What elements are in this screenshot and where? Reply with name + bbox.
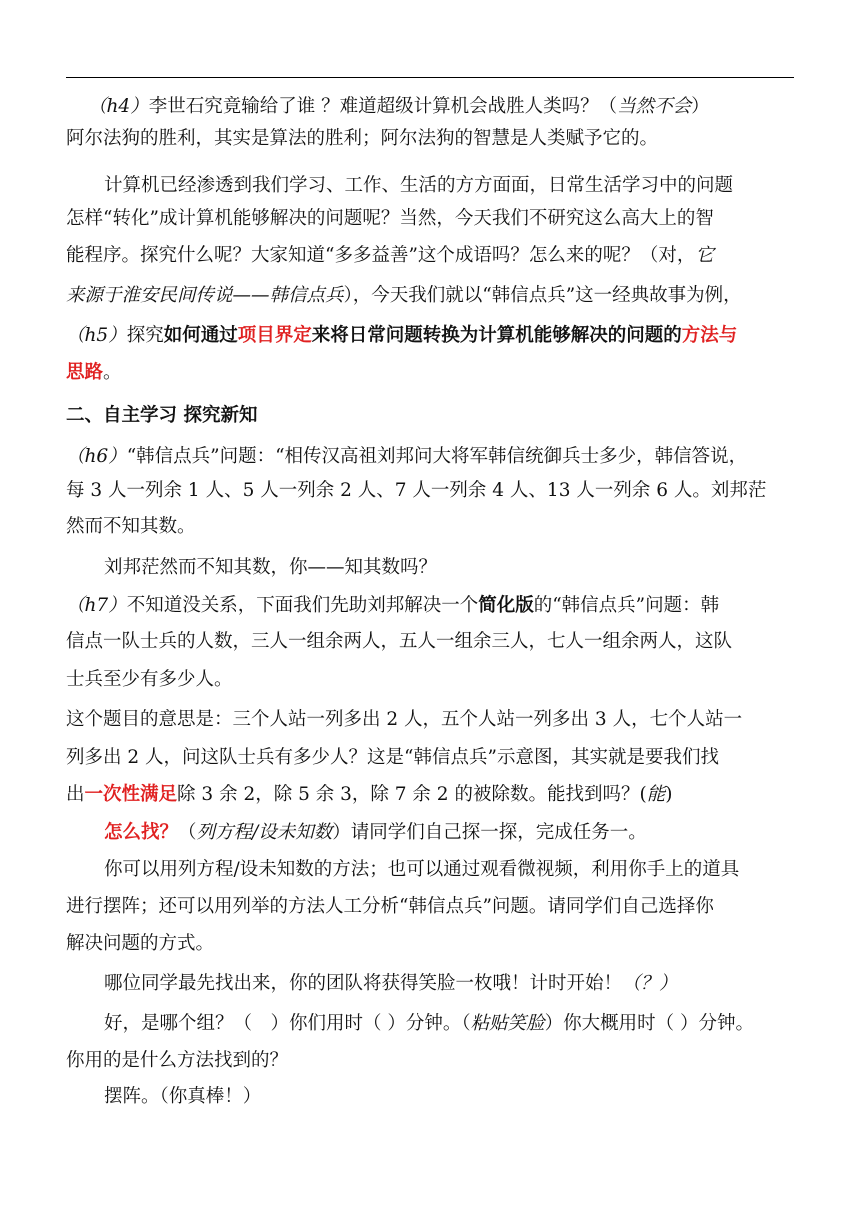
paragraph-h7-line2: 信点一队士兵的人数，三人一组余两人，五人一组余三人，七人一组余两人，这队 (66, 631, 733, 652)
text: 哪位同学最先找出来，你的团队将获得笑脸一枚哦！计时开始！ (104, 973, 623, 994)
text-italic: 列方程/设未知数 (196, 822, 333, 843)
text-bold: 简化版 (478, 595, 534, 616)
text-red: 方法与 (681, 325, 738, 346)
paragraph-10-line2: 你用的是什么方法找到的？ (66, 1050, 289, 1071)
paragraph-2-line1: 计算机已经渗透到我们学习、工作、生活的方方面面，日常生活学习中的问题 (104, 175, 734, 196)
answer-italic: 当然不会 (617, 96, 692, 117)
section-title: 二、自主学习 探究新知 (66, 405, 258, 426)
text: ）请同学们自己探一探，完成任务一。 (332, 822, 647, 843)
text-italic: 能 (646, 784, 666, 805)
paragraph-8-line2: 进行摆阵；还可以用列举的方法人工分析“韩信点兵”问题。请同学们自己选择你 (66, 896, 714, 917)
paragraph-h7-line3: 士兵至少有多少人。 (66, 669, 233, 690)
text: （ (178, 822, 197, 843)
paragraph-2-line2: 怎样“转化”成计算机能够解决的问题呢？当然，今天我们不研究这么高大上的智 (66, 208, 714, 229)
paragraph-h4-line1 (88, 95, 710, 119)
paragraph-6-line2: 列多出 2 人，问这队士兵有多少人？这是“韩信点兵”示意图，其实就是要我们找 (66, 747, 719, 768)
text: 不知道没关系，下面我们先助刘邦解决一个 (126, 595, 479, 616)
text: 能程序。探究什么呢？大家知道“多多益善”这个成语吗？怎么来的呢？（对， (66, 245, 696, 266)
text: ） (691, 96, 710, 117)
text: 出 (66, 784, 85, 805)
paragraph-h6-line2: 每 3 人一列余 1 人、5 人一列余 2 人、7 人一列余 4 人、13 人一列余 6 人。刘邦茫 (66, 480, 767, 501)
tag-h5: （h5） (66, 325, 127, 346)
text: 的“韩信点兵”问题：韩 (533, 595, 720, 616)
text-italic: 粘贴笑脸 (470, 1013, 545, 1034)
paragraph-2-line4 (66, 284, 742, 308)
text: ），今天我们就以“韩信点兵”这一经典故事为例， (343, 285, 742, 306)
text: 。 (103, 362, 122, 383)
text-italic: （？） (622, 973, 678, 994)
text: 李世石究竟输给了谁 ？难道超级计算机会战胜人类吗？（ (148, 96, 618, 117)
paragraph-h6-line1 (66, 445, 747, 469)
paragraph-h4-line2: 阿尔法狗的胜利，其实是算法的胜利；阿尔法狗的智慧是人类赋予它的。 (66, 128, 659, 149)
tag-h7: （h7） (66, 595, 127, 616)
text-bold: 来将日常问题转换为计算机能够解决的问题的 (311, 325, 682, 346)
text-bold: 如何通过 (163, 325, 238, 346)
paragraph-4: 刘邦茫然而不知其数，你——知其数吗？ (104, 557, 438, 578)
header-rule (66, 77, 794, 78)
paragraph-h7-line1 (66, 594, 719, 618)
paragraph-h5-line2 (66, 361, 122, 385)
text-red: 一次性满足 (84, 784, 178, 805)
paragraph-7 (104, 821, 647, 845)
paragraph-11: 摆阵。（你真棒！） (104, 1086, 262, 1107)
text: ）你大概用时（ ）分钟。 (544, 1013, 755, 1034)
paragraph-6-line3 (66, 783, 672, 807)
tag-h4: （h4） (88, 96, 149, 117)
paragraph-8-line3: 解决问题的方式。 (66, 933, 215, 954)
paragraph-9 (104, 972, 678, 996)
paragraph-h6-line3: 然而不知其数。 (66, 516, 196, 537)
text-red: 怎么找？ (104, 822, 179, 843)
text: 除 3 余 2，除 5 余 3，除 7 余 2 的被除数。能找到吗？( (177, 784, 647, 805)
text: “韩信点兵”问题：“相传汉高祖刘邦问大将军韩信统御兵士多少，韩信答说， (126, 446, 748, 467)
text-red: 思路 (66, 362, 104, 383)
paragraph-10-line1 (104, 1012, 754, 1036)
text: ) (665, 784, 673, 805)
paragraph-8-line1: 你可以用列方程/设未知数的方法；也可以通过观看微视频，利用你手上的道具 (104, 859, 740, 880)
text-red: 项目界定 (237, 325, 312, 346)
paragraph-6-line1: 这个题目的意思是：三个人站一列多出 2 人，五个人站一列多出 3 人，七个人站一 (66, 709, 743, 730)
paragraph-2-line3 (66, 244, 714, 268)
tag-h6: （h6） (66, 446, 127, 467)
text: 好，是哪个组？（ ）你们用时（ ）分钟。（ (104, 1013, 471, 1034)
text-italic: 它 (695, 245, 714, 266)
text-italic: 来源于淮安民间传说——韩信点兵 (66, 285, 344, 306)
text: 探究 (126, 325, 164, 346)
paragraph-h5-line1 (66, 324, 737, 348)
